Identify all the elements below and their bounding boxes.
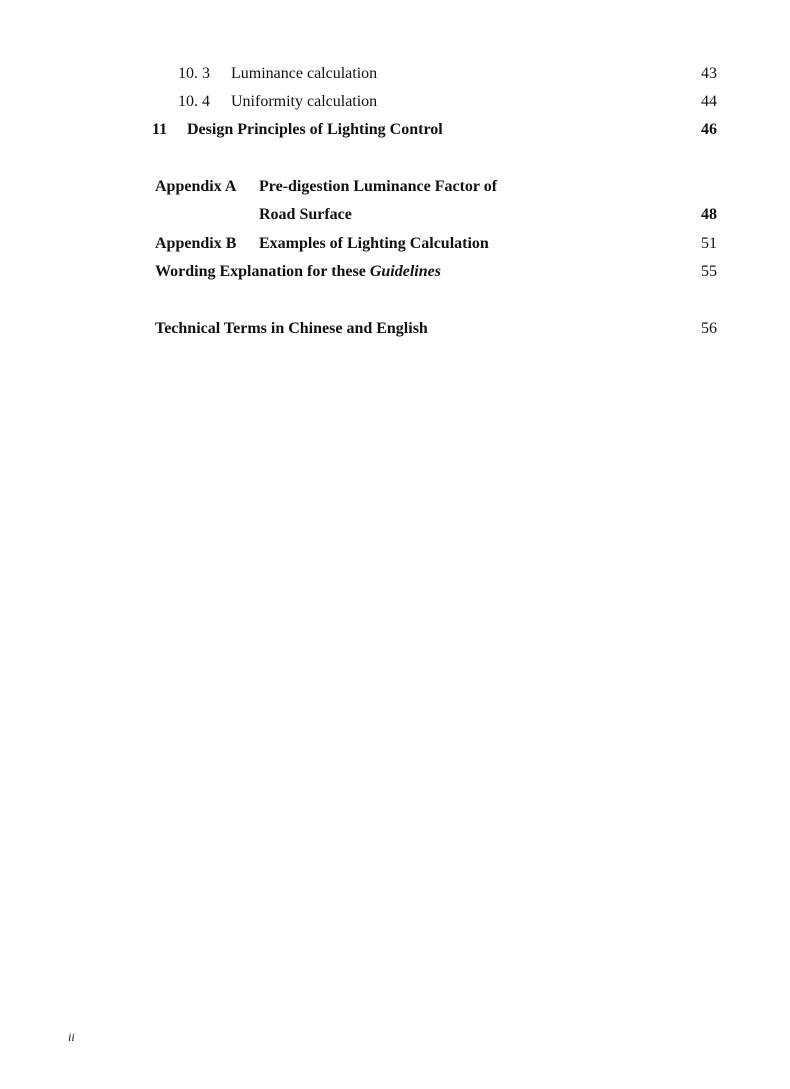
toc-entry-appendix-a-continued[interactable]: [0, 204, 790, 226]
toc-entry-title: Uniformity calculation: [231, 93, 378, 110]
toc-entry-title: Luminance calculation: [231, 65, 378, 82]
toc-entry-title: Pre-digestion Luminance Factor of: [259, 178, 498, 195]
toc-entry-page: 44: [701, 93, 717, 110]
toc-entry-title: Technical Terms in Chinese and English: [155, 320, 428, 337]
toc-entry-page: 43: [701, 65, 717, 82]
toc-entry-appendix-b[interactable]: [0, 233, 790, 255]
toc-entry-number: 10. 3: [178, 65, 210, 82]
toc-entry-page: 55: [701, 263, 717, 280]
toc-entry-page: 56: [701, 320, 717, 337]
toc-entry-10-3[interactable]: [0, 63, 790, 85]
toc-entry-title: Design Principles of Lighting Control: [187, 121, 443, 138]
page-number-footer: ii: [68, 1030, 75, 1044]
toc-entry-number: Appendix B: [155, 235, 237, 252]
toc-entry-number: 11: [152, 121, 168, 138]
toc-entry-11[interactable]: [0, 119, 790, 141]
toc-entry-page: 48: [701, 206, 717, 223]
toc-entry-appendix-a[interactable]: [0, 176, 790, 198]
toc-entry-page: 46: [701, 121, 717, 138]
toc-entry-technical-terms[interactable]: [0, 318, 790, 340]
toc-entry-10-4[interactable]: [0, 91, 790, 113]
toc-entry-number: Appendix A: [155, 178, 237, 195]
toc-entry-wording-explanation[interactable]: [0, 261, 790, 283]
toc-entry-title: Examples of Lighting Calculation: [259, 235, 489, 252]
toc-entry-title-text: Wording Explanation for these: [155, 263, 370, 280]
toc-entry-page: 51: [701, 235, 717, 252]
toc-entry-number: 10. 4: [178, 93, 210, 110]
toc-entry-title: [155, 261, 441, 283]
toc-entry-title: Road Surface: [259, 206, 352, 223]
toc-entry-title-italic: Guidelines: [369, 263, 441, 280]
